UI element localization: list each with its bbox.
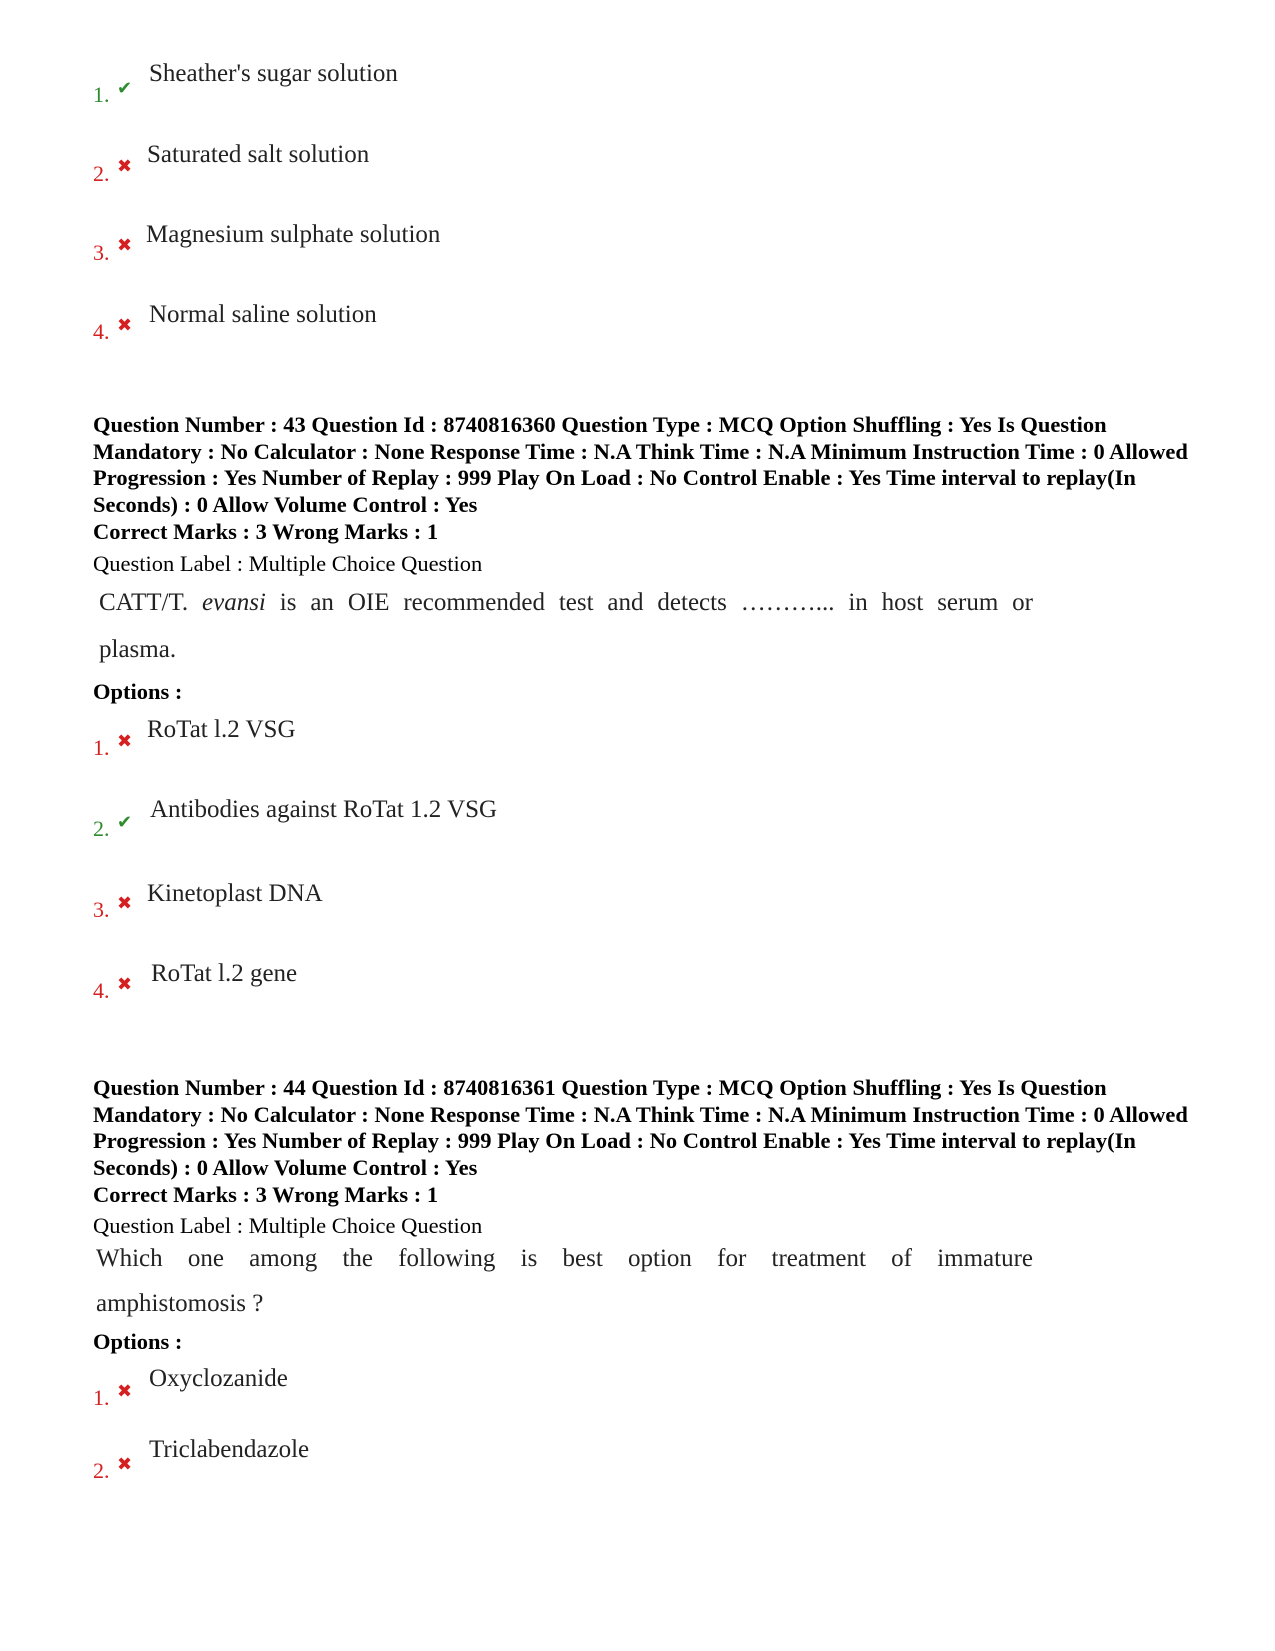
option-text: Sheather's sugar solution	[149, 60, 398, 87]
option-number: 2.	[93, 1458, 110, 1483]
cross-icon: ✖	[117, 235, 133, 256]
option-text: RoTat l.2 gene	[151, 960, 298, 987]
cross-icon: ✖	[117, 893, 133, 914]
question-text	[99, 589, 1033, 617]
option-number: 4.	[93, 978, 110, 1003]
option-text: RoTat l.2 VSG	[147, 716, 296, 743]
cross-icon: ✖	[117, 156, 133, 177]
question-label: Question Label : Multiple Choice Question	[93, 551, 483, 576]
option-number: 3.	[93, 240, 110, 265]
question-text-italic: evansi	[202, 589, 266, 616]
option-number: 1.	[93, 1385, 110, 1410]
cross-icon: ✖	[117, 1381, 133, 1402]
options-heading: Options :	[93, 679, 183, 704]
question-label: Question Label : Multiple Choice Question	[93, 1213, 483, 1238]
option-number: 1.	[93, 735, 110, 760]
option-text: Magnesium sulphate solution	[146, 221, 441, 248]
question-text-part: CATT/T.	[99, 589, 189, 616]
option-text: Normal saline solution	[149, 301, 377, 328]
cross-icon: ✖	[117, 974, 133, 995]
option-number: 1.	[93, 82, 110, 107]
cross-icon: ✖	[117, 1454, 133, 1475]
question-text-line: amphistomosis ?	[96, 1290, 264, 1317]
cross-icon: ✖	[117, 315, 133, 336]
question-marks: Correct Marks : 3 Wrong Marks : 1	[93, 1182, 439, 1207]
question-text-line: plasma.	[99, 636, 177, 663]
options-heading: Options :	[93, 1329, 183, 1354]
question-meta: Question Number : 44 Question Id : 8740816361 Question Type : MCQ Option Shuffling : Yes Is Question Mandatory : No Calculator : None Response Time : N.A Think Time : N.A Minimum Instruction Time : 0 Allowed Progression : Yes Number of Replay : 999 Play On Load : No Control Enable : Yes Time interval to replay(In Seconds) : 0 Allow Volume Control : Yes	[93, 1075, 1188, 1180]
option-text: Oxyclozanide	[149, 1365, 288, 1392]
question-text-part: is an OIE recommended test and detects ………... in host serum or	[279, 589, 1034, 616]
option-text: Saturated salt solution	[147, 141, 370, 168]
check-icon: ✔	[117, 812, 133, 833]
option-number: 4.	[93, 319, 110, 344]
question-marks: Correct Marks : 3 Wrong Marks : 1	[93, 519, 439, 544]
question-text: Which one among the following is best option for treatment of immature	[96, 1245, 1033, 1272]
option-text: Kinetoplast DNA	[147, 880, 323, 907]
option-text: Triclabendazole	[149, 1436, 310, 1463]
option-number: 3.	[93, 897, 110, 922]
option-number: 2.	[93, 816, 110, 841]
cross-icon: ✖	[117, 731, 133, 752]
check-icon: ✔	[117, 78, 133, 99]
question-meta: Question Number : 43 Question Id : 8740816360 Question Type : MCQ Option Shuffling : Yes Is Question Mandatory : No Calculator : None Response Time : N.A Think Time : N.A Minimum Instruction Time : 0 Allowed Progression : Yes Number of Replay : 999 Play On Load : No Control Enable : Yes Time interval to replay(In Seconds) : 0 Allow Volume Control : Yes	[93, 412, 1188, 517]
option-text: Antibodies against RoTat 1.2 VSG	[150, 796, 498, 823]
option-number: 2.	[93, 161, 110, 186]
